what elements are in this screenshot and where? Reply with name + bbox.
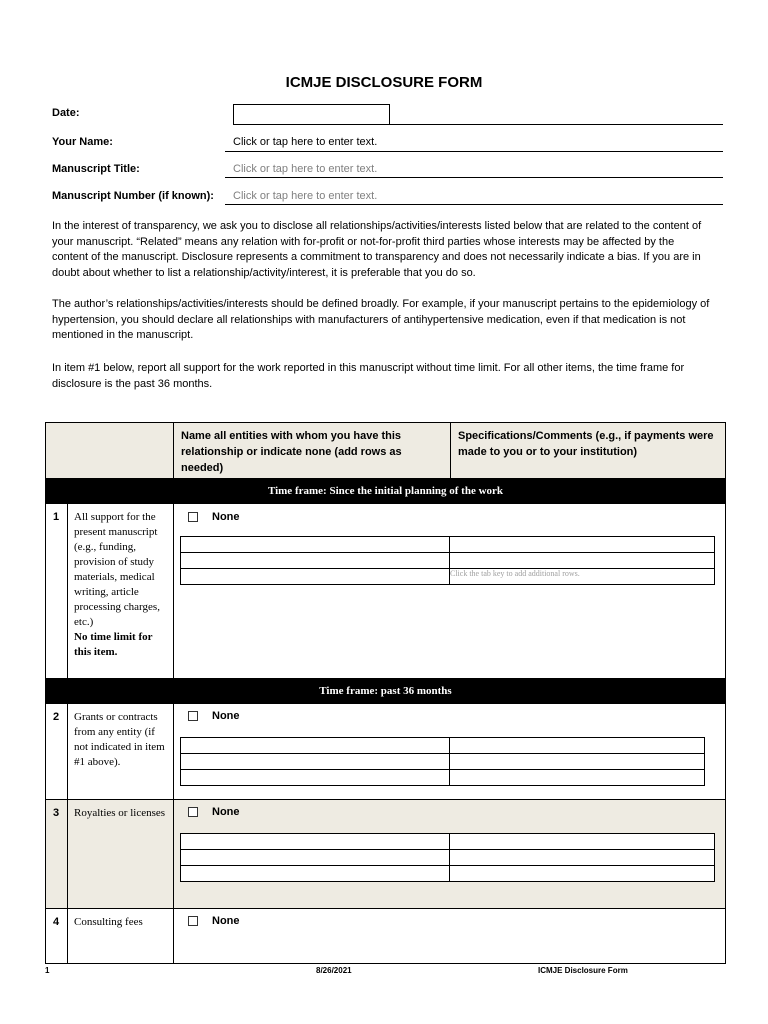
item-1-description-cell [68, 504, 174, 679]
entry-cell[interactable] [450, 850, 715, 866]
intro-paragraph-1: In the interest of transparency, we ask you to disclose all relationships/activities/interests listed below that are related to the content of your manuscript. “Related” means any relation with for-profit or not-for-profit third parties whose interests may be affected by the content of the manuscript. Disclosure represents a commitment to transparency and does not necessarily indicate a bias. If you are in doubt about whether to list a relationship/activity/interest, it is preferable that you do so. [52, 220, 702, 279]
header-entities-text: Name all entities with whom you have this relationship or indicate none (add rows as needed) [181, 430, 402, 474]
your-name-underline [225, 151, 723, 152]
your-name-field[interactable]: Click or tap here to enter text. [233, 136, 378, 148]
entry-cell[interactable] [450, 738, 705, 754]
table-row [46, 800, 726, 909]
item-2-none-option[interactable] [188, 710, 725, 722]
item-3-description: Royalties or licenses [74, 807, 166, 819]
entry-cell[interactable] [181, 553, 450, 569]
entry-cell[interactable] [450, 770, 705, 786]
table-row [46, 704, 726, 800]
item-3-none-label: None [212, 806, 240, 818]
timeframe-row-1 [46, 479, 726, 504]
checkbox-icon[interactable] [188, 512, 198, 522]
manuscript-title-field[interactable]: Click or tap here to enter text. [233, 163, 378, 175]
item-1-entry-table [180, 536, 715, 585]
footer-page-number: 1 [45, 966, 50, 975]
manuscript-number-label: Manuscript Number (if known): [52, 190, 214, 202]
manuscript-number-underline [225, 204, 723, 205]
entry-cell[interactable] [450, 537, 715, 553]
timeframe-1-text: Time frame: Since the initial planning of the work [46, 479, 726, 504]
entry-cell[interactable] [181, 754, 450, 770]
table-row [46, 504, 726, 679]
item-1-entries-cell [174, 504, 726, 679]
footer-form-name: ICMJE Disclosure Form [538, 966, 628, 975]
item-4-none-option[interactable] [188, 915, 725, 927]
entry-cell[interactable] [181, 850, 450, 866]
item-1-none-option[interactable] [188, 511, 725, 523]
timeframe-2-text: Time frame: past 36 months [46, 679, 726, 704]
checkbox-icon[interactable] [188, 916, 198, 926]
item-4-none-label: None [212, 915, 240, 927]
table-row [46, 909, 726, 964]
entry-cell[interactable] [181, 770, 450, 786]
date-field[interactable] [233, 104, 390, 125]
entry-cell[interactable] [181, 738, 450, 754]
your-name-label: Your Name: [52, 136, 113, 148]
item-3-none-option[interactable] [188, 806, 725, 818]
timeframe-row-2 [46, 679, 726, 704]
table-header-row [46, 423, 726, 479]
item-2-description: Grants or contracts from any entity (if not indicated in item #1 above). [74, 711, 165, 768]
item-3-number: 3 [46, 800, 68, 909]
item-2-entry-table [180, 737, 705, 786]
entry-cell[interactable] [181, 834, 450, 850]
item-2-number: 2 [46, 704, 68, 800]
item-3-entry-table [180, 833, 715, 882]
item-1-description: All support for the present manuscript (e.g., funding, provision of study materials, medical writing, article processing charges, etc.) [74, 511, 160, 628]
item-2-description-cell [68, 704, 174, 800]
form-title: ICMJE DISCLOSURE FORM [285, 74, 483, 91]
header-entities-cell [174, 423, 451, 479]
item-4-number: 4 [46, 909, 68, 964]
manuscript-title-label: Manuscript Title: [52, 163, 140, 175]
manuscript-title-underline [225, 177, 723, 178]
header-comments-cell [451, 423, 726, 479]
date-underline [388, 124, 723, 125]
item-4-description: Consulting fees [74, 916, 143, 928]
item-1-note: No time limit for this item. [74, 631, 153, 658]
item-1-number: 1 [46, 504, 68, 679]
item-4-description-cell [68, 909, 174, 964]
checkbox-icon[interactable] [188, 711, 198, 721]
item-3-description-cell [68, 800, 174, 909]
footer-date: 8/26/2021 [316, 966, 352, 975]
date-label: Date: [52, 107, 80, 119]
entry-hint-cell[interactable]: Click the tab key to add additional rows. [450, 569, 715, 585]
entry-cell[interactable] [181, 537, 450, 553]
manuscript-number-field[interactable]: Click or tap here to enter text. [233, 190, 378, 202]
entry-cell[interactable] [450, 834, 715, 850]
disclosure-table [45, 422, 726, 964]
intro-paragraph-3: In item #1 below, report all support for the work reported in this manuscript without time limit. For all other items, the time frame for disclosure is the past 36 months. [52, 362, 685, 390]
entry-cell[interactable] [450, 553, 715, 569]
intro-paragraph-2: The author’s relationships/activities/interests should be defined broadly. For example, if your manuscript pertains to the epidemiology of hypertension, you should declare all relationships with manufacturers of antihypertensive medication, even if that medication is not mentioned in the manuscript. [52, 298, 710, 341]
item-2-none-label: None [212, 710, 240, 722]
entry-cell[interactable] [181, 569, 450, 585]
entry-cell[interactable] [181, 866, 450, 882]
item-3-entries-cell [174, 800, 726, 909]
header-comments-text: Specifications/Comments (e.g., if payments were made to you or to your institution) [458, 430, 714, 458]
entry-cell[interactable] [450, 866, 715, 882]
item-2-entries-cell [174, 704, 726, 800]
checkbox-icon[interactable] [188, 807, 198, 817]
item-1-none-label: None [212, 511, 240, 523]
header-blank-cell [46, 423, 174, 479]
item-4-entries-cell [174, 909, 726, 964]
entry-cell[interactable] [450, 754, 705, 770]
